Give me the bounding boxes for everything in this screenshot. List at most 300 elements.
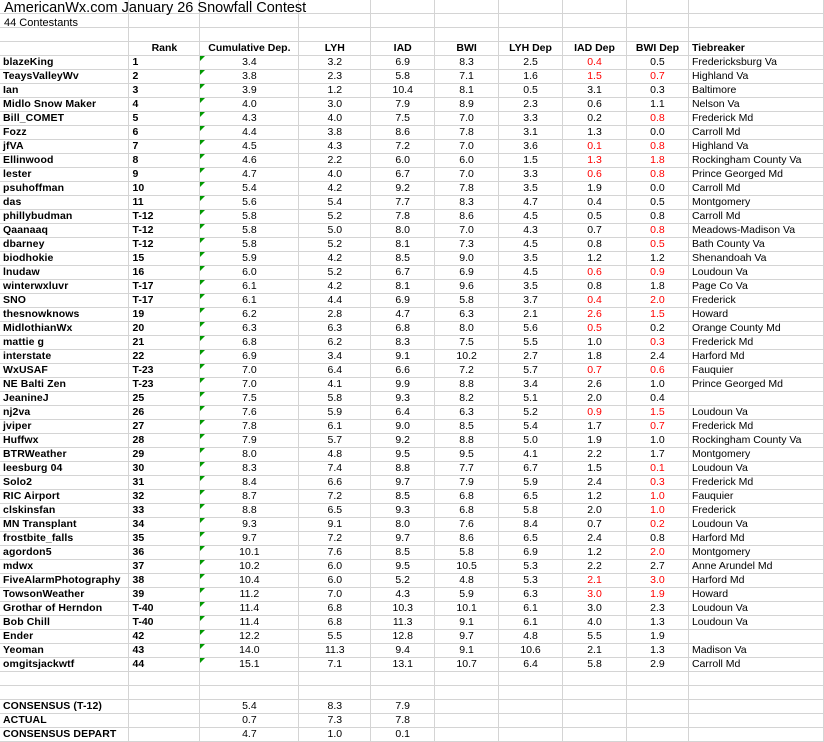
cumulative-value[interactable] — [200, 364, 299, 378]
tiebreaker-value[interactable]: Fredericksburg Va — [688, 56, 823, 70]
bwi-value[interactable]: 10.5 — [435, 560, 499, 574]
cumulative-value[interactable] — [200, 70, 299, 84]
iad-dep-value[interactable]: 1.2 — [563, 490, 627, 504]
bwi-value[interactable]: 7.0 — [435, 168, 499, 182]
cumulative-value[interactable] — [200, 56, 299, 70]
tiebreaker-value[interactable]: Howard — [688, 588, 823, 602]
rank-value[interactable]: 11 — [129, 196, 200, 210]
iad-value[interactable]: 5.2 — [371, 574, 435, 588]
iad-dep-value[interactable]: 0.8 — [563, 238, 627, 252]
cumulative-value[interactable] — [200, 238, 299, 252]
iad-value[interactable]: 10.4 — [371, 84, 435, 98]
iad-dep-value[interactable]: 2.4 — [563, 476, 627, 490]
rank-value[interactable]: T-23 — [129, 378, 200, 392]
contestant-name[interactable]: BTRWeather — [0, 448, 129, 462]
cell[interactable] — [626, 0, 688, 14]
summary-cumulative[interactable]: 5.4 — [200, 700, 299, 714]
summary-cumulative[interactable]: 0.7 — [200, 714, 299, 728]
lyh-value[interactable]: 6.4 — [299, 364, 371, 378]
cell[interactable] — [371, 0, 435, 14]
header-bwi-dep[interactable]: BWI Dep — [626, 42, 688, 56]
bwi-value[interactable]: 5.9 — [435, 588, 499, 602]
bwi-dep-value[interactable]: 0.5 — [626, 196, 688, 210]
rank-value[interactable]: 35 — [129, 532, 200, 546]
bwi-dep-value[interactable]: 1.3 — [626, 616, 688, 630]
bwi-dep-value[interactable]: 1.8 — [626, 154, 688, 168]
iad-value[interactable]: 6.8 — [371, 322, 435, 336]
lyh-value[interactable]: 3.8 — [299, 126, 371, 140]
tiebreaker-value[interactable]: Montgomery — [688, 196, 823, 210]
iad-value[interactable]: 6.7 — [371, 168, 435, 182]
cell[interactable] — [200, 28, 299, 42]
lyh-dep-value[interactable]: 5.8 — [499, 504, 563, 518]
tiebreaker-value[interactable]: Shenandoah Va — [688, 252, 823, 266]
rank-value[interactable]: 31 — [129, 476, 200, 490]
lyh-value[interactable]: 4.2 — [299, 182, 371, 196]
cell[interactable] — [563, 672, 627, 686]
bwi-value[interactable]: 4.8 — [435, 574, 499, 588]
iad-dep-value[interactable]: 2.2 — [563, 560, 627, 574]
lyh-value[interactable]: 6.5 — [299, 504, 371, 518]
cell[interactable] — [499, 14, 563, 28]
lyh-value[interactable]: 4.4 — [299, 294, 371, 308]
lyh-value[interactable]: 5.4 — [299, 196, 371, 210]
tiebreaker-value[interactable] — [688, 392, 823, 406]
cell[interactable] — [688, 700, 823, 714]
lyh-value[interactable]: 6.2 — [299, 336, 371, 350]
cumulative-value[interactable] — [200, 420, 299, 434]
lyh-dep-value[interactable]: 1.5 — [499, 154, 563, 168]
bwi-dep-value[interactable]: 0.8 — [626, 140, 688, 154]
lyh-dep-value[interactable]: 3.7 — [499, 294, 563, 308]
tiebreaker-value[interactable]: Loudoun Va — [688, 462, 823, 476]
rank-value[interactable]: T-23 — [129, 364, 200, 378]
rank-value[interactable]: 26 — [129, 406, 200, 420]
rank-value[interactable]: 38 — [129, 574, 200, 588]
iad-value[interactable]: 6.6 — [371, 364, 435, 378]
bwi-dep-value[interactable]: 0.8 — [626, 210, 688, 224]
iad-dep-value[interactable]: 0.5 — [563, 210, 627, 224]
lyh-dep-value[interactable]: 1.6 — [499, 70, 563, 84]
tiebreaker-value[interactable]: Fauquier — [688, 490, 823, 504]
contestant-name[interactable]: RIC Airport — [0, 490, 129, 504]
cell[interactable] — [626, 714, 688, 728]
tiebreaker-value[interactable]: Harford Md — [688, 574, 823, 588]
cell[interactable] — [371, 14, 435, 28]
cell[interactable] — [129, 686, 200, 700]
bwi-dep-value[interactable]: 0.9 — [626, 266, 688, 280]
tiebreaker-value[interactable]: Frederick Md — [688, 476, 823, 490]
lyh-value[interactable]: 5.9 — [299, 406, 371, 420]
cumulative-value[interactable] — [200, 126, 299, 140]
cell[interactable] — [688, 686, 823, 700]
iad-value[interactable]: 7.5 — [371, 112, 435, 126]
tiebreaker-value[interactable]: Loudoun Va — [688, 518, 823, 532]
iad-value[interactable]: 8.5 — [371, 252, 435, 266]
iad-value[interactable]: 12.8 — [371, 630, 435, 644]
iad-dep-value[interactable]: 0.7 — [563, 224, 627, 238]
iad-dep-value[interactable]: 1.8 — [563, 350, 627, 364]
lyh-dep-value[interactable]: 2.7 — [499, 350, 563, 364]
iad-dep-value[interactable]: 0.2 — [563, 112, 627, 126]
bwi-value[interactable]: 8.6 — [435, 532, 499, 546]
contestant-name[interactable]: Bob Chill — [0, 616, 129, 630]
lyh-value[interactable]: 4.8 — [299, 448, 371, 462]
cell[interactable] — [371, 686, 435, 700]
bwi-value[interactable]: 6.3 — [435, 308, 499, 322]
cumulative-value[interactable] — [200, 210, 299, 224]
summary-iad[interactable]: 7.8 — [371, 714, 435, 728]
iad-dep-value[interactable]: 1.0 — [563, 336, 627, 350]
cumulative-value[interactable] — [200, 602, 299, 616]
lyh-value[interactable]: 4.0 — [299, 112, 371, 126]
lyh-dep-value[interactable]: 6.1 — [499, 616, 563, 630]
bwi-value[interactable]: 5.8 — [435, 546, 499, 560]
lyh-dep-value[interactable]: 3.3 — [499, 168, 563, 182]
cumulative-value[interactable] — [200, 350, 299, 364]
contestant-name[interactable]: jviper — [0, 420, 129, 434]
iad-dep-value[interactable]: 1.2 — [563, 252, 627, 266]
contestant-name[interactable]: frostbite_falls — [0, 532, 129, 546]
iad-dep-value[interactable]: 0.7 — [563, 518, 627, 532]
cell[interactable] — [499, 686, 563, 700]
cell[interactable] — [299, 686, 371, 700]
iad-dep-value[interactable]: 0.6 — [563, 98, 627, 112]
bwi-value[interactable]: 7.0 — [435, 140, 499, 154]
bwi-dep-value[interactable]: 2.9 — [626, 658, 688, 672]
rank-value[interactable]: 32 — [129, 490, 200, 504]
tiebreaker-value[interactable]: Frederick — [688, 294, 823, 308]
lyh-dep-value[interactable]: 5.7 — [499, 364, 563, 378]
cell[interactable] — [499, 28, 563, 42]
iad-value[interactable]: 8.0 — [371, 518, 435, 532]
bwi-dep-value[interactable]: 1.0 — [626, 434, 688, 448]
lyh-dep-value[interactable]: 6.5 — [499, 532, 563, 546]
bwi-dep-value[interactable]: 0.5 — [626, 56, 688, 70]
contestant-name[interactable]: clskinsfan — [0, 504, 129, 518]
lyh-value[interactable]: 6.3 — [299, 322, 371, 336]
rank-value[interactable]: T-17 — [129, 280, 200, 294]
cell[interactable] — [499, 714, 563, 728]
cumulative-value[interactable] — [200, 168, 299, 182]
iad-value[interactable]: 8.5 — [371, 490, 435, 504]
cumulative-value[interactable] — [200, 196, 299, 210]
iad-value[interactable]: 9.9 — [371, 378, 435, 392]
lyh-value[interactable]: 6.8 — [299, 616, 371, 630]
contestant-name[interactable]: Yeoman — [0, 644, 129, 658]
bwi-value[interactable]: 6.3 — [435, 406, 499, 420]
iad-value[interactable]: 9.3 — [371, 392, 435, 406]
cumulative-value[interactable] — [200, 490, 299, 504]
iad-dep-value[interactable]: 3.0 — [563, 588, 627, 602]
cumulative-value[interactable] — [200, 140, 299, 154]
bwi-dep-value[interactable]: 0.8 — [626, 112, 688, 126]
cumulative-value[interactable] — [200, 308, 299, 322]
iad-value[interactable]: 9.7 — [371, 532, 435, 546]
iad-value[interactable]: 7.2 — [371, 140, 435, 154]
bwi-value[interactable]: 7.6 — [435, 518, 499, 532]
cumulative-value[interactable] — [200, 112, 299, 126]
bwi-dep-value[interactable]: 1.5 — [626, 406, 688, 420]
iad-dep-value[interactable]: 2.0 — [563, 392, 627, 406]
bwi-value[interactable]: 9.1 — [435, 616, 499, 630]
cell[interactable] — [435, 28, 499, 42]
rank-value[interactable]: 43 — [129, 644, 200, 658]
lyh-dep-value[interactable]: 5.2 — [499, 406, 563, 420]
contestant-name[interactable]: Midlo Snow Maker — [0, 98, 129, 112]
tiebreaker-value[interactable]: Carroll Md — [688, 126, 823, 140]
contestant-name[interactable]: winterwxluvr — [0, 280, 129, 294]
iad-value[interactable]: 9.2 — [371, 182, 435, 196]
iad-value[interactable]: 9.0 — [371, 420, 435, 434]
iad-dep-value[interactable]: 2.1 — [563, 644, 627, 658]
lyh-value[interactable]: 6.1 — [299, 420, 371, 434]
contestant-name[interactable]: mattie g — [0, 336, 129, 350]
cell[interactable] — [129, 672, 200, 686]
cell[interactable] — [688, 14, 823, 28]
tiebreaker-value[interactable]: Anne Arundel Md — [688, 560, 823, 574]
rank-value[interactable]: 33 — [129, 504, 200, 518]
contestant-name[interactable]: nj2va — [0, 406, 129, 420]
lyh-dep-value[interactable]: 5.9 — [499, 476, 563, 490]
bwi-value[interactable]: 6.8 — [435, 490, 499, 504]
rank-value[interactable]: 25 — [129, 392, 200, 406]
lyh-dep-value[interactable]: 5.3 — [499, 560, 563, 574]
cumulative-value[interactable] — [200, 378, 299, 392]
bwi-dep-value[interactable]: 1.9 — [626, 588, 688, 602]
cumulative-value[interactable] — [200, 98, 299, 112]
summary-label[interactable]: ACTUAL — [0, 714, 129, 728]
bwi-value[interactable]: 7.0 — [435, 112, 499, 126]
cell[interactable] — [371, 672, 435, 686]
rank-value[interactable]: 36 — [129, 546, 200, 560]
bwi-value[interactable]: 7.8 — [435, 182, 499, 196]
cell[interactable] — [626, 672, 688, 686]
iad-dep-value[interactable]: 0.5 — [563, 322, 627, 336]
lyh-value[interactable]: 5.2 — [299, 210, 371, 224]
tiebreaker-value[interactable]: Prince Georged Md — [688, 168, 823, 182]
rank-value[interactable]: 7 — [129, 140, 200, 154]
bwi-value[interactable]: 8.3 — [435, 56, 499, 70]
lyh-dep-value[interactable]: 4.7 — [499, 196, 563, 210]
iad-value[interactable]: 6.9 — [371, 294, 435, 308]
bwi-dep-value[interactable]: 0.3 — [626, 84, 688, 98]
bwi-dep-value[interactable]: 1.0 — [626, 378, 688, 392]
cell[interactable] — [435, 700, 499, 714]
lyh-dep-value[interactable]: 6.3 — [499, 588, 563, 602]
tiebreaker-value[interactable]: Orange County Md — [688, 322, 823, 336]
bwi-dep-value[interactable]: 1.8 — [626, 280, 688, 294]
cell[interactable] — [0, 42, 129, 56]
cumulative-value[interactable] — [200, 406, 299, 420]
cumulative-value[interactable] — [200, 154, 299, 168]
cell[interactable] — [626, 686, 688, 700]
lyh-dep-value[interactable]: 6.4 — [499, 658, 563, 672]
bwi-dep-value[interactable]: 2.4 — [626, 350, 688, 364]
cumulative-value[interactable] — [200, 294, 299, 308]
lyh-dep-value[interactable]: 2.3 — [499, 98, 563, 112]
bwi-dep-value[interactable]: 1.9 — [626, 630, 688, 644]
contestant-name[interactable]: MidlothianWx — [0, 322, 129, 336]
cell[interactable] — [435, 14, 499, 28]
iad-value[interactable]: 10.3 — [371, 602, 435, 616]
bwi-value[interactable]: 6.8 — [435, 504, 499, 518]
tiebreaker-value[interactable]: Frederick — [688, 504, 823, 518]
contestant-name[interactable]: Ian — [0, 84, 129, 98]
iad-value[interactable]: 6.0 — [371, 154, 435, 168]
lyh-dep-value[interactable]: 3.5 — [499, 252, 563, 266]
bwi-value[interactable]: 7.0 — [435, 224, 499, 238]
cell[interactable] — [499, 700, 563, 714]
cell[interactable] — [435, 0, 499, 14]
lyh-value[interactable]: 3.0 — [299, 98, 371, 112]
cumulative-value[interactable] — [200, 336, 299, 350]
bwi-value[interactable]: 7.3 — [435, 238, 499, 252]
cumulative-value[interactable] — [200, 462, 299, 476]
bwi-value[interactable]: 9.6 — [435, 280, 499, 294]
contestant-name[interactable]: interstate — [0, 350, 129, 364]
tiebreaker-value[interactable]: Frederick Md — [688, 420, 823, 434]
bwi-dep-value[interactable]: 0.8 — [626, 532, 688, 546]
bwi-value[interactable]: 9.7 — [435, 630, 499, 644]
cell[interactable] — [435, 714, 499, 728]
contestant-name[interactable]: Huffwx — [0, 434, 129, 448]
cell[interactable] — [371, 28, 435, 42]
iad-value[interactable]: 9.5 — [371, 448, 435, 462]
bwi-dep-value[interactable]: 0.1 — [626, 462, 688, 476]
lyh-value[interactable]: 6.0 — [299, 560, 371, 574]
rank-value[interactable]: T-12 — [129, 238, 200, 252]
tiebreaker-value[interactable]: Harford Md — [688, 350, 823, 364]
lyh-dep-value[interactable]: 3.3 — [499, 112, 563, 126]
lyh-value[interactable]: 4.1 — [299, 378, 371, 392]
iad-value[interactable]: 8.0 — [371, 224, 435, 238]
bwi-value[interactable]: 8.3 — [435, 196, 499, 210]
rank-value[interactable]: 10 — [129, 182, 200, 196]
iad-value[interactable]: 9.4 — [371, 644, 435, 658]
cell[interactable] — [0, 672, 129, 686]
iad-value[interactable]: 13.1 — [371, 658, 435, 672]
rank-value[interactable]: T-40 — [129, 616, 200, 630]
lyh-dep-value[interactable]: 6.5 — [499, 490, 563, 504]
iad-value[interactable]: 9.2 — [371, 434, 435, 448]
bwi-dep-value[interactable]: 0.3 — [626, 336, 688, 350]
lyh-value[interactable]: 11.3 — [299, 644, 371, 658]
cell[interactable] — [299, 14, 371, 28]
iad-dep-value[interactable]: 1.7 — [563, 420, 627, 434]
iad-value[interactable]: 8.1 — [371, 238, 435, 252]
lyh-value[interactable]: 4.0 — [299, 168, 371, 182]
tiebreaker-value[interactable]: Montgomery — [688, 546, 823, 560]
lyh-value[interactable]: 2.3 — [299, 70, 371, 84]
iad-dep-value[interactable]: 2.6 — [563, 378, 627, 392]
tiebreaker-value[interactable]: Carroll Md — [688, 658, 823, 672]
contestant-name[interactable]: Grothar of Herndon — [0, 602, 129, 616]
bwi-dep-value[interactable]: 0.2 — [626, 322, 688, 336]
iad-dep-value[interactable]: 2.2 — [563, 448, 627, 462]
tiebreaker-value[interactable]: Highland Va — [688, 140, 823, 154]
iad-value[interactable]: 8.6 — [371, 126, 435, 140]
lyh-value[interactable]: 6.6 — [299, 476, 371, 490]
lyh-value[interactable]: 5.8 — [299, 392, 371, 406]
bwi-value[interactable]: 10.7 — [435, 658, 499, 672]
cumulative-value[interactable] — [200, 546, 299, 560]
iad-dep-value[interactable]: 4.0 — [563, 616, 627, 630]
contestant-name[interactable]: NE Balti Zen — [0, 378, 129, 392]
lyh-dep-value[interactable]: 10.6 — [499, 644, 563, 658]
bwi-value[interactable]: 8.8 — [435, 378, 499, 392]
iad-dep-value[interactable]: 1.9 — [563, 434, 627, 448]
contestant-name[interactable]: Ender — [0, 630, 129, 644]
iad-value[interactable]: 8.8 — [371, 462, 435, 476]
rank-value[interactable]: 15 — [129, 252, 200, 266]
lyh-dep-value[interactable]: 4.3 — [499, 224, 563, 238]
cell[interactable] — [299, 0, 371, 14]
bwi-dep-value[interactable]: 1.0 — [626, 504, 688, 518]
header-cumulative[interactable]: Cumulative Dep. — [200, 42, 299, 56]
lyh-dep-value[interactable]: 3.1 — [499, 126, 563, 140]
cumulative-value[interactable] — [200, 574, 299, 588]
lyh-value[interactable]: 7.0 — [299, 588, 371, 602]
contestant-name[interactable]: blazeKing — [0, 56, 129, 70]
iad-value[interactable]: 4.3 — [371, 588, 435, 602]
iad-dep-value[interactable]: 1.3 — [563, 154, 627, 168]
bwi-dep-value[interactable]: 0.0 — [626, 182, 688, 196]
contestant-name[interactable]: thesnowknows — [0, 308, 129, 322]
lyh-value[interactable]: 4.3 — [299, 140, 371, 154]
bwi-dep-value[interactable]: 1.1 — [626, 98, 688, 112]
rank-value[interactable]: 4 — [129, 98, 200, 112]
lyh-dep-value[interactable]: 3.6 — [499, 140, 563, 154]
bwi-value[interactable]: 8.6 — [435, 210, 499, 224]
iad-dep-value[interactable]: 2.1 — [563, 574, 627, 588]
tiebreaker-value[interactable]: Highland Va — [688, 70, 823, 84]
bwi-dep-value[interactable]: 0.6 — [626, 364, 688, 378]
iad-value[interactable]: 7.8 — [371, 210, 435, 224]
bwi-value[interactable]: 7.8 — [435, 126, 499, 140]
tiebreaker-value[interactable]: Prince Georged Md — [688, 378, 823, 392]
rank-value[interactable]: 22 — [129, 350, 200, 364]
bwi-value[interactable]: 10.1 — [435, 602, 499, 616]
cell[interactable] — [0, 686, 129, 700]
iad-dep-value[interactable]: 3.0 — [563, 602, 627, 616]
iad-dep-value[interactable]: 5.5 — [563, 630, 627, 644]
cell[interactable] — [129, 700, 200, 714]
lyh-dep-value[interactable]: 5.4 — [499, 420, 563, 434]
iad-dep-value[interactable]: 0.4 — [563, 56, 627, 70]
cumulative-value[interactable] — [200, 252, 299, 266]
bwi-value[interactable]: 7.1 — [435, 70, 499, 84]
tiebreaker-value[interactable]: Nelson Va — [688, 98, 823, 112]
bwi-dep-value[interactable]: 3.0 — [626, 574, 688, 588]
tiebreaker-value[interactable]: Madison Va — [688, 644, 823, 658]
lyh-value[interactable]: 2.8 — [299, 308, 371, 322]
iad-dep-value[interactable]: 0.8 — [563, 280, 627, 294]
contestant-name[interactable]: mdwx — [0, 560, 129, 574]
contestant-name[interactable]: Fozz — [0, 126, 129, 140]
rank-value[interactable]: 39 — [129, 588, 200, 602]
contestant-name[interactable]: das — [0, 196, 129, 210]
rank-value[interactable]: 34 — [129, 518, 200, 532]
bwi-dep-value[interactable]: 2.0 — [626, 546, 688, 560]
bwi-value[interactable]: 8.8 — [435, 434, 499, 448]
lyh-value[interactable]: 9.1 — [299, 518, 371, 532]
header-bwi[interactable]: BWI — [435, 42, 499, 56]
iad-dep-value[interactable]: 5.8 — [563, 658, 627, 672]
summary-label[interactable]: CONSENSUS DEPART — [0, 728, 129, 742]
cumulative-value[interactable] — [200, 224, 299, 238]
tiebreaker-value[interactable]: Frederick Md — [688, 336, 823, 350]
